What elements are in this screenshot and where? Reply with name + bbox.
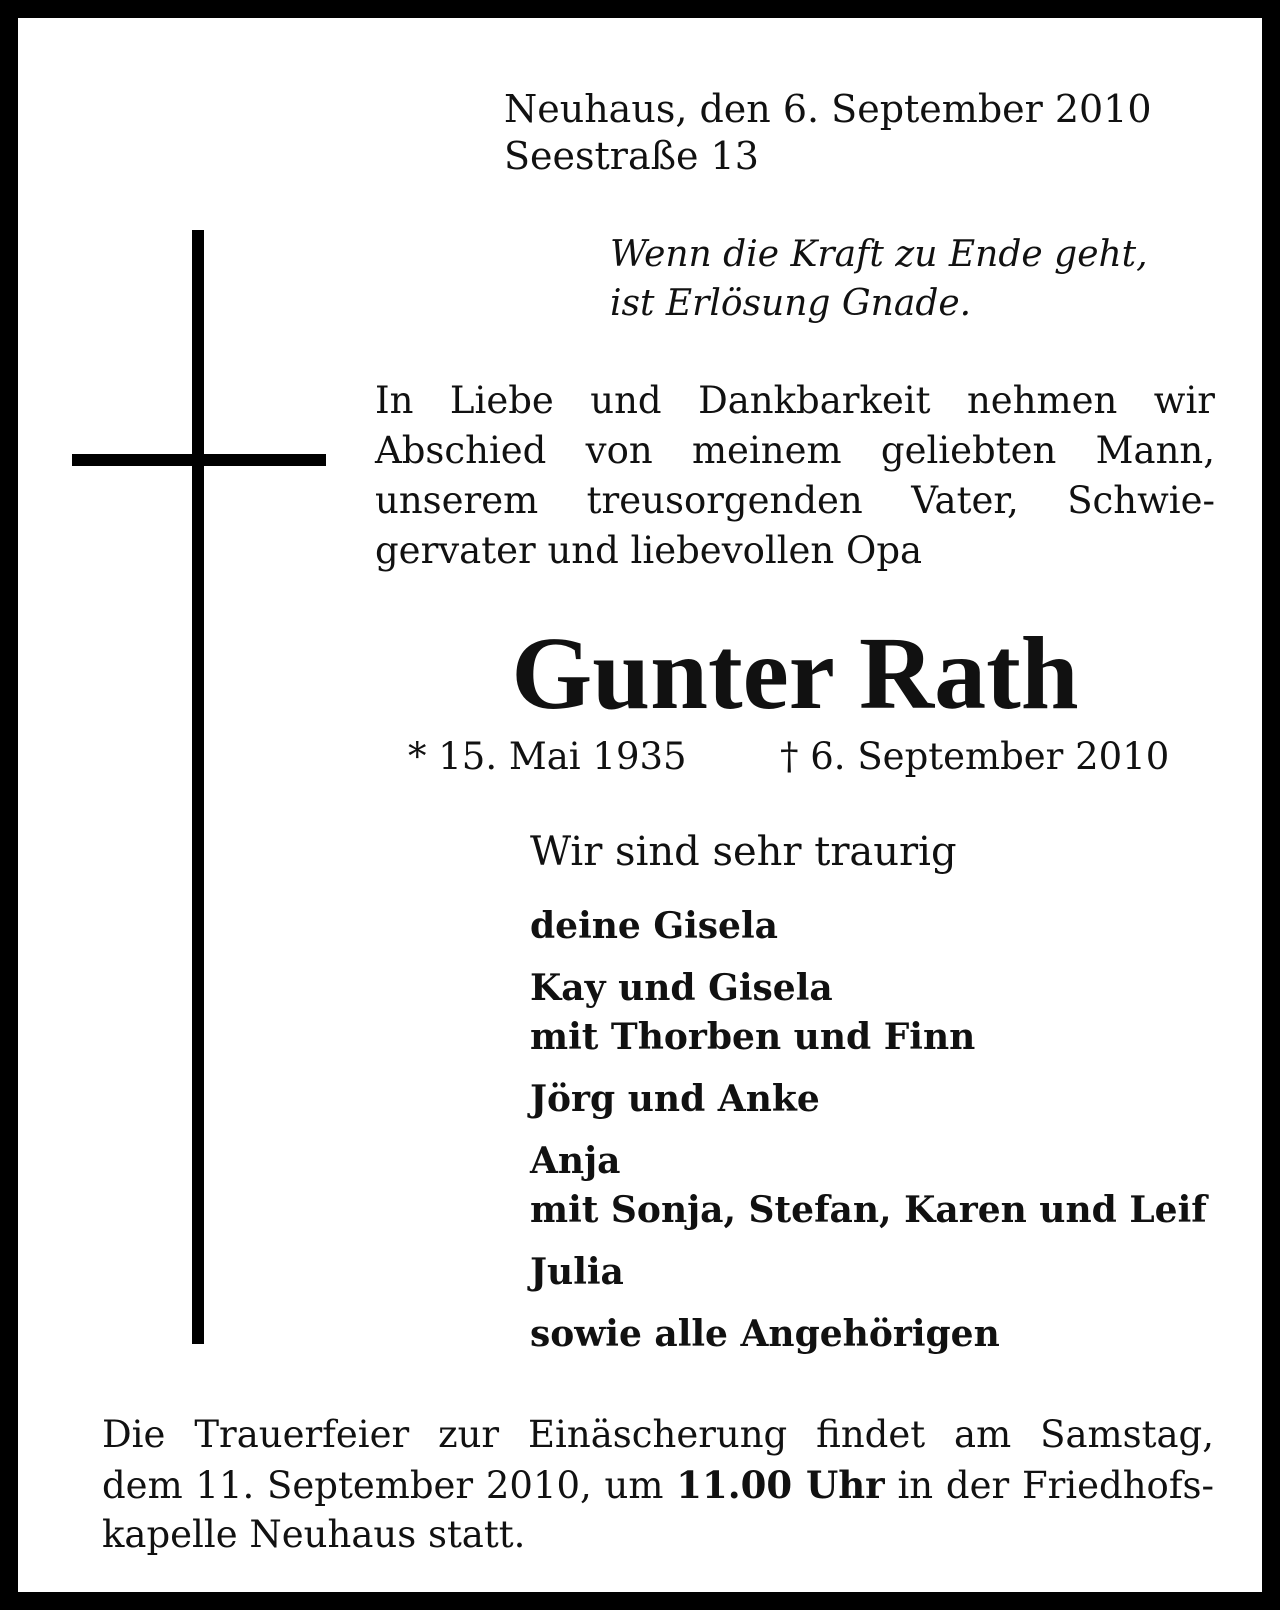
mourner-line: deine Gisela	[530, 905, 778, 947]
ceremony-date-text: dem 11. September 2010, um	[102, 1464, 664, 1507]
ceremony-line-1: Die Trauerfeier zur Einäscherung findet am Samstag,	[102, 1413, 1214, 1456]
intro-line-1: In Liebe und Dankbarkeit nehmen wir	[375, 379, 1215, 422]
ceremony-location-text: in der Friedhofs-	[897, 1464, 1215, 1507]
mourner-line: mit Thorben und Finn	[530, 1016, 976, 1058]
intro-line-4: gervater und liebevollen Opa	[375, 529, 923, 572]
intro-text	[375, 376, 1215, 576]
motto-line-1: Wenn die Kraft zu Ende geht,	[610, 234, 1148, 275]
mourner-line: mit Sonja, Stefan, Karen und Leif	[530, 1189, 1207, 1231]
mourner-line: Anja	[530, 1140, 621, 1182]
motto-line-2: ist Erlösung Gnade.	[610, 283, 972, 324]
ceremony-line-2	[102, 1460, 1214, 1510]
deceased-name: Gunter Rath	[511, 616, 1079, 731]
mourner-group	[530, 1075, 1207, 1124]
mourners-heading: Wir sind sehr traurig	[530, 829, 957, 875]
mourner-group	[530, 964, 1207, 1062]
mourner-group	[530, 1248, 1207, 1297]
mourner-line: Jörg und Anke	[530, 1078, 820, 1120]
ceremony-line-3: kapelle Neuhaus statt.	[102, 1513, 526, 1556]
cross-icon-crossbar	[72, 454, 326, 466]
ceremony-time: 11.00 Uhr	[676, 1463, 885, 1507]
intro-line-2: Abschied von meinem geliebten Mann,	[375, 429, 1215, 472]
header-block	[504, 86, 1152, 180]
mourner-group	[530, 902, 1207, 951]
mourner-line: sowie alle Angehörigen	[530, 1313, 1000, 1355]
birth-date: * 15. Mai 1935	[408, 735, 687, 778]
mourners-list	[530, 902, 1207, 1372]
mourner-line: Julia	[530, 1251, 624, 1293]
place-date: Neuhaus, den 6. September 2010	[504, 87, 1152, 131]
address: Seestraße 13	[504, 134, 759, 178]
mourner-group	[530, 1137, 1207, 1235]
mourner-line: Kay und Gisela	[530, 967, 833, 1009]
ceremony-notice	[102, 1410, 1214, 1560]
death-date: † 6. September 2010	[780, 735, 1170, 778]
intro-line-3: unserem treusorgenden Vater, Schwie-	[375, 479, 1215, 522]
motto-quote	[610, 230, 1148, 328]
mourner-group	[530, 1310, 1207, 1359]
cross-icon	[192, 230, 204, 1344]
